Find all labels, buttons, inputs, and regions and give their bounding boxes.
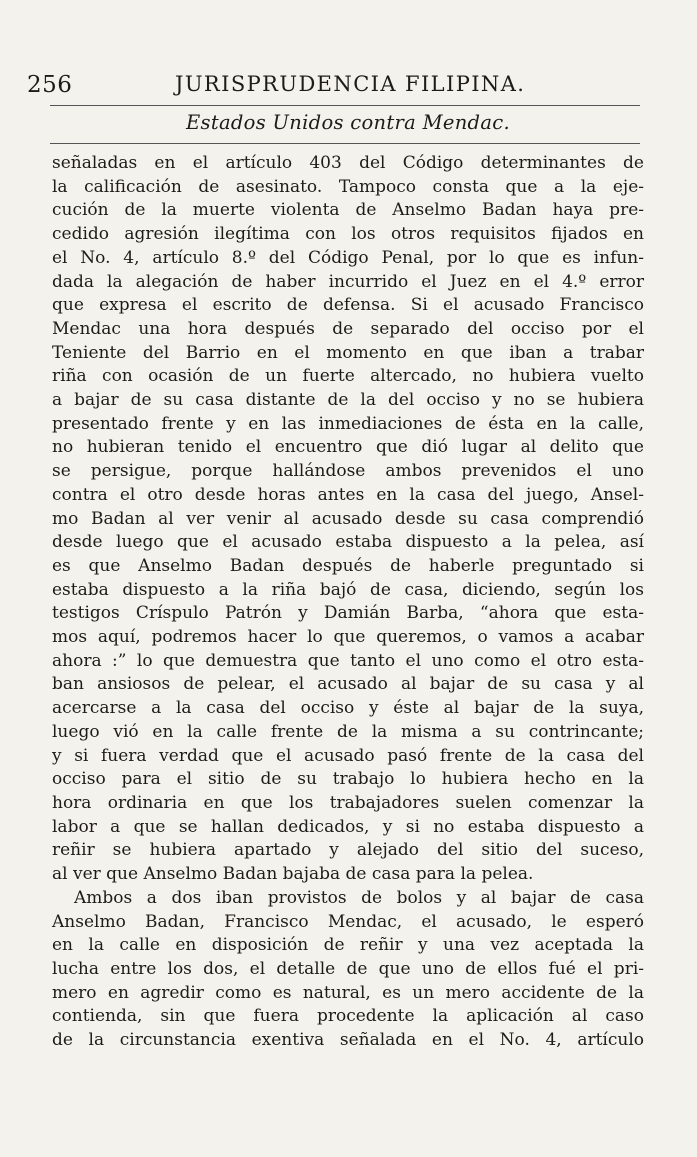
- text-line: señaladas en el artículo 403 del Código determinantes de: [52, 153, 644, 173]
- text-line: acercarse a la casa del occiso y éste al bajar de la suya,: [52, 698, 644, 719]
- text-line: dada la alegación de haber incurrido el Juez en el 4.º error: [52, 271, 644, 292]
- text-line: mero en agredir como es natural, es un mero accidente de la: [52, 982, 644, 1003]
- text-line: la calificación de asesinato. Tampoco consta que a la eje-: [52, 176, 644, 197]
- text-line: contra el otro desde horas antes en la casa del juego, Ansel-: [52, 484, 644, 505]
- text-line: lucha entre los dos, el detalle de que uno de ellos fué el pri-: [52, 958, 644, 979]
- text-line: al ver que Anselmo Badan bajaba de casa para la pelea.: [52, 864, 534, 885]
- text-line: de la circunstancia exentiva señalada en el No. 4, artículo: [52, 1030, 644, 1051]
- text-line: cución de la muerte violenta de Anselmo Badan haya pre-: [52, 200, 644, 221]
- text-line: mos aquí, podremos hacer lo que queremos, o vamos a acabar: [52, 627, 644, 648]
- text-line: es que Anselmo Badan después de haberle preguntado si: [52, 555, 644, 576]
- text-line: Teniente del Barrio en el momento en que iban a trabar: [52, 342, 644, 363]
- text-line: contienda, sin que fuera procedente la aplicación al caso: [52, 1006, 644, 1027]
- text-line: labor a que se hallan dedicados, y si no estaba dispuesto a: [52, 816, 644, 837]
- text-line: mo Badan al ver venir al acusado desde su casa comprendió: [52, 508, 644, 529]
- text-line: occiso para el sitio de su trabajo lo hubiera hecho en la: [52, 769, 644, 790]
- case-title: Estados Unidos contra Mendac.: [186, 111, 510, 134]
- text-line: en la calle en disposición de reñir y una vez aceptada la: [52, 935, 644, 956]
- page-header: [27, 72, 647, 102]
- text-line: se persigue, porque hallándose ambos prevenidos el uno: [52, 461, 644, 482]
- text-line: riña con ocasión de un fuerte altercado, no hubiera vuelto: [52, 366, 644, 387]
- text-line: no hubieran tenido el encuentro que dió lugar al delito que: [52, 437, 644, 458]
- text-line: ahora :” lo que demuestra que tanto el uno como el otro esta-: [52, 650, 644, 671]
- text-line: desde luego que el acusado estaba dispuesto a la pelea, así: [52, 532, 644, 553]
- text-line: Mendac una hora después de separado del occiso por el: [52, 318, 644, 339]
- running-title: JURISPRUDENCIA FILIPINA.: [175, 72, 526, 96]
- paragraph-1: [52, 152, 644, 887]
- text-line: hora ordinaria en que los trabajadores suelen comenzar la: [52, 792, 644, 813]
- text-line: cedido agresión ilegítima con los otros requisitos fijados en: [52, 224, 644, 245]
- text-line: a bajar de su casa distante de la del occiso y no se hubiera: [52, 390, 644, 411]
- text-line: estaba dispuesto a la riña bajó de casa, diciendo, según los: [52, 579, 644, 600]
- text-line: el No. 4, artículo 8.º del Código Penal, por lo que es infun-: [52, 247, 644, 268]
- text-line: luego vió en la calle frente de la misma a su contrincante;: [52, 721, 644, 742]
- page-number: 256: [27, 72, 73, 98]
- text-line: Ambos a dos iban provistos de bolos y al bajar de casa: [74, 887, 644, 908]
- body-text: [52, 152, 644, 1053]
- paragraph-2: [52, 887, 644, 1053]
- text-line: que expresa el escrito de defensa. Si el acusado Francisco: [52, 295, 644, 316]
- text-line: Anselmo Badan, Francisco Mendac, el acusado, le esperó: [52, 911, 644, 932]
- header-rule-bottom: [50, 143, 640, 144]
- header-rule-top: [50, 105, 640, 106]
- text-line: ban ansiosos de pelear, el acusado al bajar de su casa y al: [52, 674, 644, 695]
- text-line: testigos Críspulo Patrón y Damián Barba, “ahora que esta-: [52, 603, 644, 624]
- text-line: reñir se hubiera apartado y alejado del sitio del suceso,: [52, 840, 644, 861]
- text-line: presentado frente y en las inmediaciones de ésta en la calle,: [52, 413, 644, 434]
- text-line: y si fuera verdad que el acusado pasó frente de la casa del: [52, 745, 644, 766]
